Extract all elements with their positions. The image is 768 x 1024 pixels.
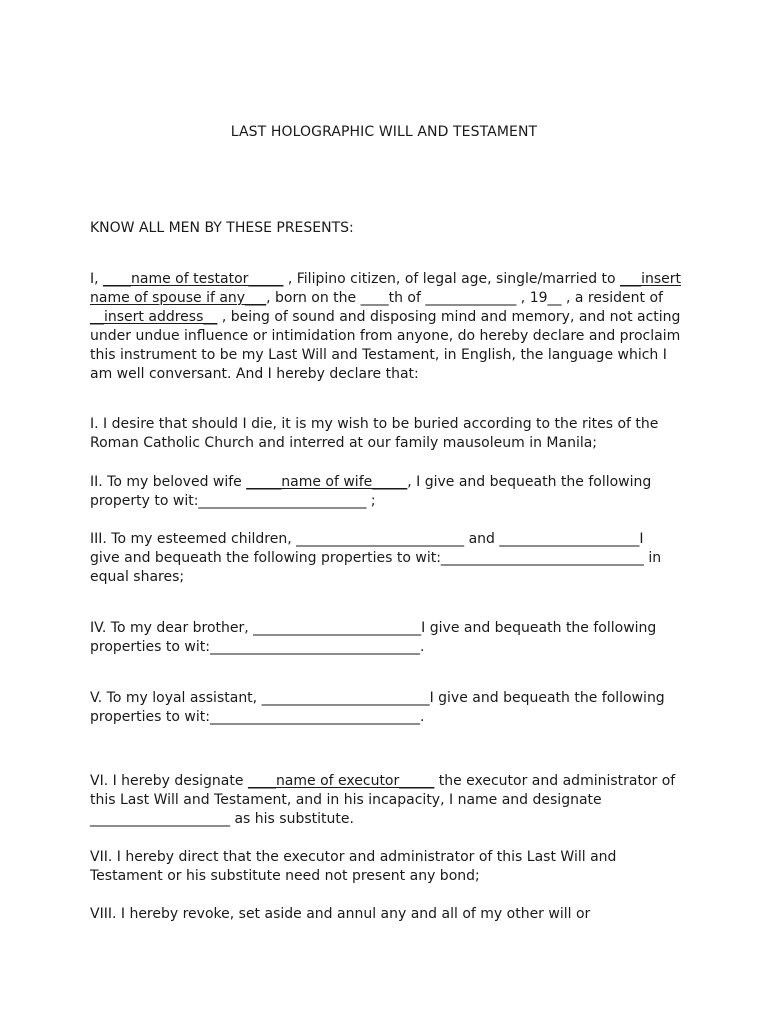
clause-line: VIII. I hereby revoke, set aside and annul any and all of my other will or bbox=[90, 906, 591, 922]
clause-vii-bond bbox=[90, 848, 690, 886]
clause-line: properties to wit:______________________________. bbox=[90, 709, 425, 725]
clause-iii-children bbox=[90, 530, 690, 587]
executor-name-blank: ____name of executor_____ bbox=[247, 773, 435, 789]
spouse-name-blank-cont: name of spouse if any___ bbox=[90, 290, 267, 306]
preamble-heading: KNOW ALL MEN BY THESE PRESENTS: bbox=[90, 220, 354, 236]
clause-text: II. To my beloved wife bbox=[90, 474, 247, 490]
clause-line: this Last Will and Testament, and in his incapacity, I name and designate bbox=[90, 792, 602, 808]
intro-line-6: am well conversant. And I hereby declare that: bbox=[90, 366, 419, 382]
intro-line-2 bbox=[90, 289, 690, 308]
spouse-name-blank: ___insert bbox=[620, 271, 681, 287]
testator-name-blank: ____name of testator_____ bbox=[103, 271, 284, 287]
address-blank: __insert address__ bbox=[90, 309, 218, 325]
clause-text: , I give and bequeath the following bbox=[407, 474, 652, 490]
clause-ii-wife bbox=[90, 473, 690, 511]
wife-name-blank: _____name of wife_____ bbox=[246, 474, 408, 490]
clause-line: V. To my loyal assistant, ________________________I give and bequeath the following bbox=[90, 690, 665, 706]
clause-v-assistant bbox=[90, 689, 690, 727]
clause-line: give and bequeath the following properties to wit:_____________________________ in bbox=[90, 550, 662, 566]
clause-line: Testament or his substitute need not present any bond; bbox=[90, 868, 480, 884]
clause-text: the executor and administrator of bbox=[434, 773, 676, 789]
intro-line-3 bbox=[90, 308, 690, 327]
clause-line: property to wit:________________________ ; bbox=[90, 493, 376, 509]
clause-line: properties to wit:______________________________. bbox=[90, 639, 425, 655]
clause-line: Roman Catholic Church and interred at our family mausoleum in Manila; bbox=[90, 435, 598, 451]
intro-text: , Filipino citizen, of legal age, single/married to bbox=[283, 271, 621, 287]
intro-line-5: this instrument to be my Last Will and Testament, in English, the language which I bbox=[90, 347, 667, 363]
clause-line bbox=[90, 473, 690, 492]
clause-line: ____________________ as his substitute. bbox=[90, 811, 354, 827]
clause-vi-executor bbox=[90, 772, 690, 829]
clause-line: I. I desire that should I die, it is my wish to be buried according to the rites of the bbox=[90, 416, 659, 432]
intro-text: I, bbox=[90, 271, 104, 287]
clause-line: III. To my esteemed children, ________________________ and ____________________I bbox=[90, 531, 644, 547]
document-title: LAST HOLOGRAPHIC WILL AND TESTAMENT bbox=[230, 124, 538, 140]
clause-line: IV. To my dear brother, ________________________I give and bequeath the following bbox=[90, 620, 657, 636]
clause-text: VI. I hereby designate bbox=[90, 773, 248, 789]
clause-line: equal shares; bbox=[90, 569, 185, 585]
intro-line-1 bbox=[90, 270, 690, 289]
introductory-paragraph bbox=[90, 270, 690, 384]
clause-line bbox=[90, 772, 690, 791]
clause-i-burial bbox=[90, 415, 690, 453]
intro-line-4: under undue influence or intimidation from anyone, do hereby declare and proclaim bbox=[90, 328, 681, 344]
clause-iv-brother bbox=[90, 619, 690, 657]
clause-line: VII. I hereby direct that the executor and administrator of this Last Will and bbox=[90, 849, 617, 865]
intro-text: , being of sound and disposing mind and memory, and not acting bbox=[217, 309, 681, 325]
clause-viii-revocation bbox=[90, 905, 690, 924]
birth-date-text: , born on the ____th of _____________ , 19__ , a resident of bbox=[266, 290, 663, 306]
